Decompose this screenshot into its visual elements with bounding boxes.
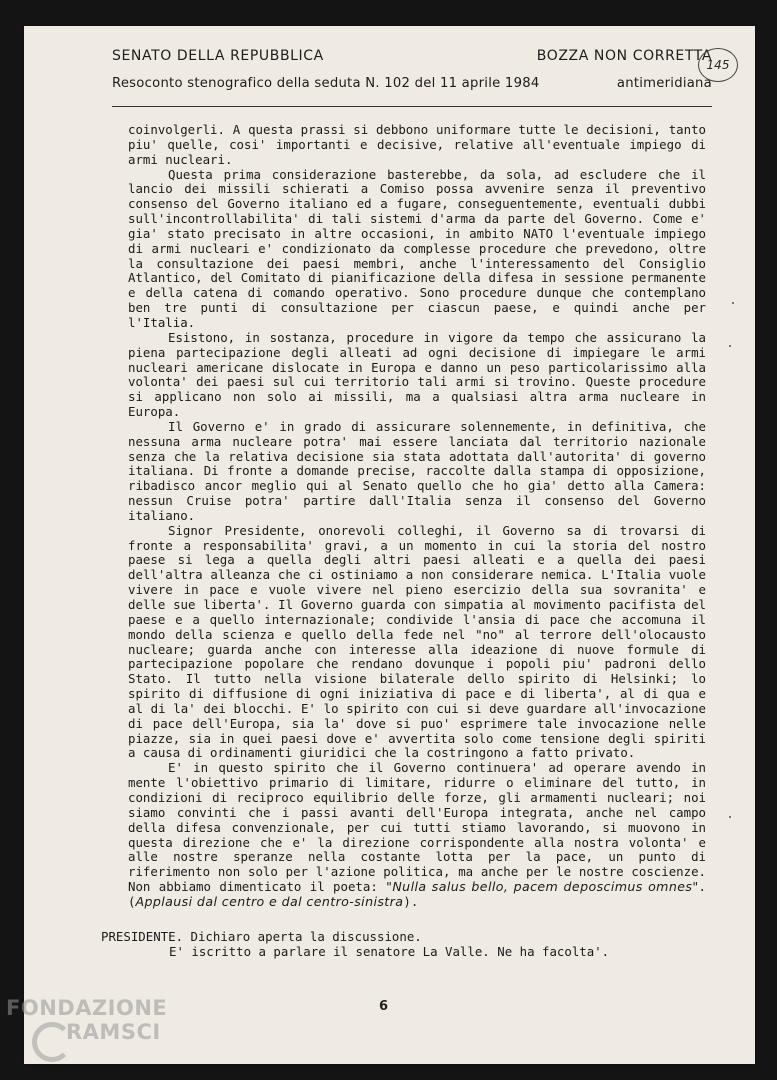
margin-speck bbox=[729, 816, 731, 818]
watermark-line-2: RAMSCI bbox=[66, 1020, 161, 1044]
president-remarks bbox=[101, 929, 701, 959]
president-line-2: E' iscritto a parlare il senatore La Valle. Ne ha facolta'. bbox=[169, 944, 610, 959]
margin-speck bbox=[729, 345, 731, 347]
draft-label: BOZZA NON CORRETTA bbox=[536, 48, 712, 64]
senate-title: SENATO DELLA REPUBBLICA bbox=[112, 48, 324, 64]
paragraph-6-text: E' in questo spirito che il Governo continuera' ad operare avendo in mente l'obiettivo primario di limitare, ridurre o eliminare del tutto, in condizioni di reciproco equilibrio delle forze, gli armamenti nucleari; noi siamo convinti che i passi avanti dell'Europa integrata, anche nel campo della difesa convenzionale, per cui tutti stiamo lavorando, si muovono in questa direzione che e' la direzione corrispondente alla nostra volonta' e alle nostre speranze nella costante lotta per la pace, un punto di riferimento non solo per l'azione politica, ma anche per le nostre coscienze. Non abbiamo dimenticato il poeta: bbox=[128, 760, 706, 895]
latin-quote: "Nulla salus bello, pacem deposcimus omnes" bbox=[386, 879, 699, 895]
page-number: 6 bbox=[379, 999, 389, 1014]
applause-close: ). bbox=[403, 893, 419, 909]
president-line-1: PRESIDENTE. Dichiaro aperta la discussione. bbox=[101, 929, 422, 944]
paragraph-1: coinvolgerli. A questa prassi si debbono uniformare tutte le decisioni, tanto piu' quelle, cosi' importanti e decisive, relative all'eventuale impiego di armi nucleari. bbox=[128, 122, 706, 167]
header-rule bbox=[112, 106, 712, 107]
paragraph-3: Esistono, in sostanza, procedure in vigore da tempo che assicurano la piena partecipazione degli alleati ad ogni decisione di impiegare le armi nucleari americane dislocate in Europa e danno un peso particolarissimo alla volonta' dei paesi sul cui territorio tali armi si trovino. Queste procedure si applicano non solo ai missili, ma a qualsiasi altra arma nucleare in Europa. bbox=[128, 329, 706, 420]
quote-end: . bbox=[698, 879, 706, 895]
paragraph-4: Il Governo e' in grado di assicurare solennemente, in definitiva, che nessuna arma nucleare potra' mai essere lanciata dal territorio nazionale senza che la relativa decisione sia stata adottata dall'autorita' di governo italiana. Di fronte a domande precise, raccolte dalla stampa di opposizione, ribadisco ancor meglio qui al Senato quello che ho gia' detto alla Camera: nessun Cruise potra' partire dall'Italia senza il consenso del Governo italiano. bbox=[128, 418, 706, 523]
session-report-title: Resoconto stenografico della seduta N. 102 del 11 aprile 1984 bbox=[112, 76, 540, 91]
paragraph-5: Signor Presidente, onorevoli colleghi, il Governo sa di trovarsi di fronte a responsabilita' gravi, a un momento in cui la storia del nostro paese si lega a quella degli altri paesi alleati e a quella dei paesi dell'altra alleanza che ci ostiniamo a non considerare nemica. L'Italia vuole vivere in pace e vuole vivere nel pieno esercizio della sua sovranita' e delle sue liberta'. Il Governo guarda con simpatia al movimento pacifista del paese e a quello internazionale; condivide l'ansia di pace che accomuna il mondo della scienza e quello della fede nel "no" al terrore dell'olocausto nucleare; guarda anche con interesse alla ideazione di nuove formule di partecipazione popolare che rendano dovunque i popoli piu' padroni dello Stato. Il tutto nella visione bilaterale dello spirito di Helsinki; lo spirito di diffusione di ogni iniziativa di pace e di liberta', al di qua e al di la' dei blocchi. E' lo spirito con cui si deve guardare all'invocazione di pace dell'Europa, sia la' dove si puo' esprimere tale invocazione nelle piazze, sia in quei paesi dove e' avvertita solo come tensione degli spiriti a causa di ordinamenti giuridici che la costringono a fatto privato. bbox=[128, 522, 706, 761]
page-stamp: 145 bbox=[698, 48, 738, 82]
applause-note: Applausi dal centro e dal centro-sinistra bbox=[135, 893, 404, 909]
page-header bbox=[112, 48, 712, 91]
paragraph-6 bbox=[128, 761, 706, 909]
applause-open: ( bbox=[128, 893, 136, 909]
paragraph-2: Questa prima considerazione basterebbe, da sola, ad escludere che il lancio dei missili schierati a Comiso possa avvenire senza il preventivo consenso del Governo italiano ed a fugare, conseguentemente, eventuali dubbi sull'incontrollabilita' di tali sistemi d'arma da parte del Governo. Come e' gia' stato precisato in altre occasioni, in ambito NATO l'eventuale impiego di armi nucleari e' condizionato da complesse procedure che prevedono, oltre la consultazione dei paesi membri, anche l'interessamento del Consiglio Atlantico, del Comitato di pianificazione della difesa in sessione permanente e della catena di comando operativo. Sono procedure dunque che contemplano ben tre punti di consultazione per ciascun paese, e quindi anche per l'Italia. bbox=[128, 166, 706, 330]
watermark-line-1: FONDAZIONE bbox=[6, 996, 168, 1020]
speech-body bbox=[128, 123, 706, 910]
watermark-g-icon bbox=[32, 1022, 72, 1062]
margin-speck bbox=[732, 302, 734, 304]
watermark-logo bbox=[6, 996, 167, 1044]
document-page bbox=[24, 26, 755, 1064]
session-time: antimeridiana bbox=[616, 76, 712, 91]
